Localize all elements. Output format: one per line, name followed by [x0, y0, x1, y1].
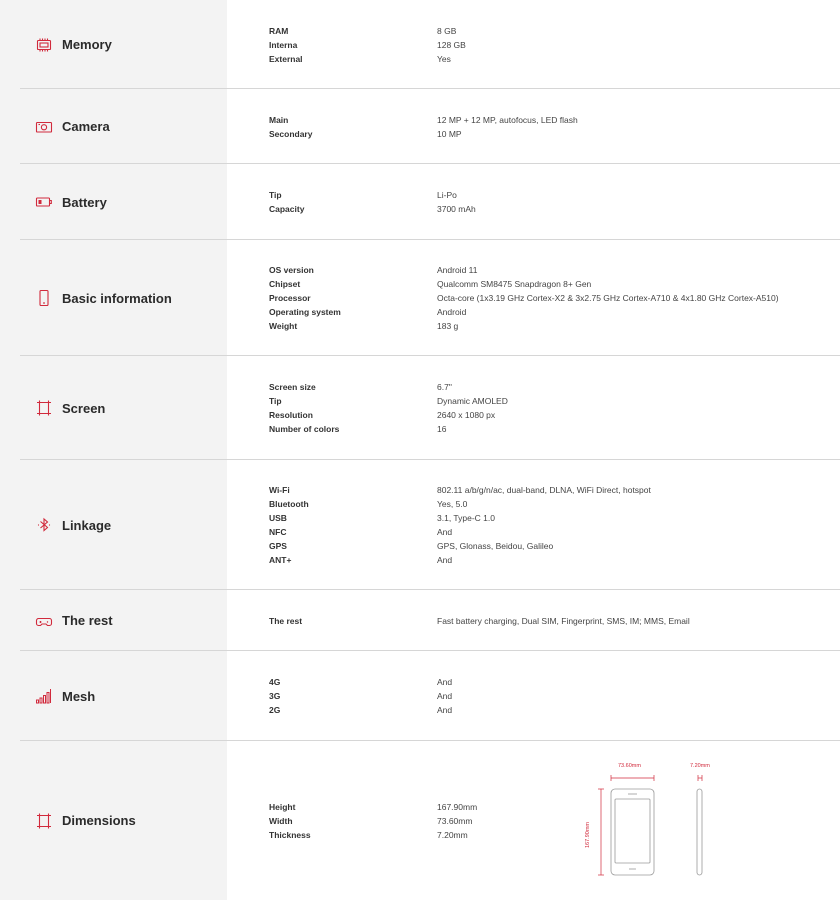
spec-value: 7.20mm	[437, 829, 468, 840]
spec-list	[269, 24, 829, 66]
spec-row	[269, 553, 829, 567]
spec-key: 3G	[269, 691, 281, 701]
spec-value: Android	[437, 307, 467, 317]
spec-value: Li-Po	[437, 190, 457, 200]
spec-key: The rest	[269, 615, 303, 626]
spec-key: Tip	[269, 190, 282, 200]
category-mesh	[35, 687, 95, 705]
spec-value: Yes	[437, 53, 451, 64]
spec-row	[269, 188, 829, 202]
category-basic-information	[35, 289, 172, 307]
section-camera	[0, 89, 840, 164]
height-dimension-line	[598, 789, 604, 875]
spec-value: 2640 x 1080 px	[437, 410, 496, 420]
spec-row	[269, 422, 829, 436]
spec-row	[269, 675, 829, 689]
thickness-dimension-label: 7.20mm	[690, 763, 710, 769]
category-label: Basic information	[62, 290, 172, 306]
category-battery	[35, 193, 107, 211]
spec-row	[269, 828, 829, 842]
spec-key: Interna	[269, 39, 298, 50]
spec-row	[269, 52, 829, 66]
thickness-dimension-line	[698, 775, 702, 781]
section-basic-information	[0, 240, 840, 356]
spec-key: 4G	[269, 677, 281, 687]
spec-value: Qualcomm SM8475 Snapdragon 8+ Gen	[437, 279, 592, 289]
category-label: Screen	[62, 400, 106, 416]
smartphone-icon	[35, 289, 53, 307]
category-camera	[35, 118, 110, 136]
spec-value: 6.7"	[437, 382, 452, 392]
category-label: The rest	[62, 613, 113, 628]
gamepad-icon	[35, 612, 53, 630]
width-dimension-line	[611, 775, 654, 781]
dimensions-frame-icon	[35, 812, 53, 830]
spec-row	[269, 511, 829, 525]
spec-row	[269, 394, 829, 408]
spec-list	[269, 675, 829, 717]
category-dimensions	[35, 812, 136, 830]
height-dimension-label: 167.90mm	[585, 822, 591, 848]
spec-key: Bluetooth	[269, 499, 309, 509]
spec-key: Height	[269, 801, 296, 812]
section-screen	[0, 356, 840, 460]
spec-row	[269, 689, 829, 703]
spec-key: External	[269, 53, 303, 64]
spec-row	[269, 539, 829, 553]
spec-list	[269, 380, 829, 436]
section-battery	[0, 164, 840, 240]
phone-side-outline	[697, 789, 702, 875]
spec-row	[269, 263, 829, 277]
spec-row	[269, 814, 829, 828]
spec-value: 12 MP + 12 MP, autofocus, LED flash	[437, 114, 578, 125]
category-label: Battery	[62, 194, 107, 210]
category-label: Linkage	[62, 517, 112, 533]
spec-key: Width	[269, 815, 293, 826]
spec-value: 167.90mm	[437, 801, 478, 812]
phone-front-outline	[611, 789, 654, 875]
spec-key: Capacity	[269, 204, 305, 214]
spec-key: Resolution	[269, 410, 313, 420]
spec-list	[269, 188, 829, 216]
spec-key: OS version	[269, 265, 314, 275]
spec-row	[269, 483, 829, 497]
spec-value: Octa-core (1x3.19 GHz Cortex-X2 & 3x2.75 GHz Cortex-A710 & 4x1.80 GHz Cortex-A510)	[437, 293, 779, 303]
spec-key: 2G	[269, 705, 281, 715]
spec-row	[269, 277, 829, 291]
spec-key: Weight	[269, 321, 298, 331]
camera-icon	[35, 118, 53, 136]
category-label: Dimensions	[62, 813, 136, 828]
bluetooth-icon	[35, 516, 53, 534]
category-label: Camera	[62, 119, 110, 134]
spec-row	[269, 202, 829, 216]
spec-value: 3700 mAh	[437, 204, 476, 214]
spec-row	[269, 614, 829, 628]
spec-value: 183 g	[437, 321, 459, 331]
spec-value: 3.1, Type-C 1.0	[437, 513, 495, 523]
spec-row	[269, 291, 829, 305]
spec-row	[269, 525, 829, 539]
spec-value: 16	[437, 424, 447, 434]
spec-value: Android 11	[437, 265, 478, 275]
spec-value: 128 GB	[437, 39, 466, 50]
category-linkage	[35, 516, 111, 534]
spec-key: Tip	[269, 396, 282, 406]
spec-key: Wi-Fi	[269, 485, 290, 495]
spec-value: And	[437, 527, 453, 537]
spec-row	[269, 800, 829, 814]
section-linkage	[0, 460, 840, 590]
spec-value: And	[437, 705, 453, 715]
spec-row	[269, 38, 829, 52]
spec-value: 10 MP	[437, 128, 462, 139]
section-memory	[0, 0, 840, 89]
category-memory	[35, 36, 112, 54]
spec-row	[269, 319, 829, 333]
spec-row	[269, 380, 829, 394]
spec-row	[269, 703, 829, 717]
category-screen	[35, 399, 105, 417]
spec-value: Fast battery charging, Dual SIM, Fingerprint, SMS, IM; MMS, Email	[437, 615, 690, 626]
spec-value: GPS, Glonass, Beidou, Galileo	[437, 541, 554, 551]
phone-dimensions-diagram	[582, 758, 722, 883]
battery-icon	[35, 193, 53, 211]
spec-key: ANT+	[269, 555, 292, 565]
category-the-rest	[35, 612, 113, 630]
spec-row	[269, 497, 829, 511]
spec-list	[269, 263, 829, 333]
spec-row	[269, 408, 829, 422]
spec-value: And	[437, 691, 453, 701]
spec-key: Main	[269, 114, 289, 125]
spec-row	[269, 127, 829, 141]
category-label: Memory	[62, 37, 112, 52]
spec-value: Yes, 5.0	[437, 499, 468, 509]
signal-bars-icon	[35, 687, 53, 705]
spec-key: USB	[269, 513, 287, 523]
spec-row	[269, 113, 829, 127]
spec-list	[269, 113, 829, 141]
spec-row	[269, 24, 829, 38]
spec-key: Screen size	[269, 382, 316, 392]
spec-list	[269, 483, 829, 567]
spec-value: And	[437, 677, 453, 687]
spec-key: Operating system	[269, 307, 341, 317]
spec-value: 802.11 a/b/g/n/ac, dual-band, DLNA, WiFi Direct, hotspot	[437, 485, 651, 495]
spec-key: RAM	[269, 25, 289, 36]
section-mesh	[0, 651, 840, 741]
spec-value: 8 GB	[437, 25, 457, 36]
spec-row	[269, 305, 829, 319]
screen-frame-icon	[35, 399, 53, 417]
width-dimension-label: 73.60mm	[618, 763, 641, 769]
spec-key: GPS	[269, 541, 287, 551]
category-label: Mesh	[62, 688, 96, 704]
spec-value: Dynamic AMOLED	[437, 396, 508, 406]
spec-key: Thickness	[269, 829, 311, 840]
spec-key: Processor	[269, 293, 311, 303]
spec-key: Chipset	[269, 279, 301, 289]
spec-list	[269, 800, 829, 842]
spec-key: Secondary	[269, 128, 313, 139]
spec-key: Number of colors	[269, 424, 340, 434]
section-the-rest	[0, 590, 840, 651]
spec-key: NFC	[269, 527, 287, 537]
spec-list	[269, 614, 829, 628]
spec-value: 73.60mm	[437, 815, 473, 826]
memory-chip-icon	[35, 36, 53, 54]
spec-value: And	[437, 555, 453, 565]
